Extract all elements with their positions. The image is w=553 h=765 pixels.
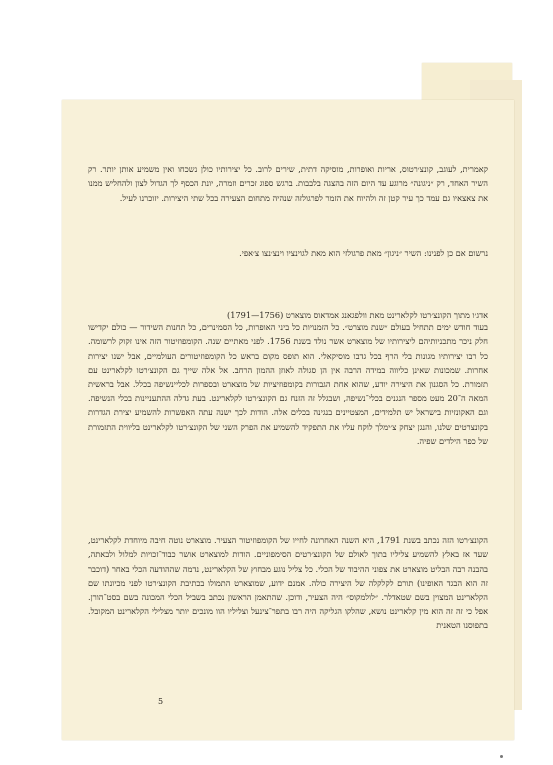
paragraph-3: בעוד חודש ימים תתחיל בעולם ״שנת מוצרט״. כל הזמנויות כל ביני האופרות, כל הסמינרים, כל תחנות השידור — כולם יקדישו חלק ניכר מתכניותיהם ליצירותיו של מוצארט אשר נולד בשנת 1756. לפני מאתיים שנה. הקומפוזיטור הזה אינו זקוק לרשומה. כל רבו יצירותיו מגונות בלי הרף בכל גדבו מוסיקאלי. הוא תופס מקום בראש כל הקומפוזיטורים העולמיים, אבל ישנו יצירות אחרות. שמכונות שאינן כליווה במידה הרבה אין הן סגולה לאוזן ההמון הרחב. אל אלה שייך גם הקונצ׳רטו לקלארינט עם תזמורת. כל הסגנון את היצירה יודע, שהוא אחת הגבורות בקומפוזיציות של מוצארט ובספרות לכליינשיפה בכלל. אבל בראשית המאה ה־20 מעט מספר הנגנים בכלי־נשיפה, ושבגלל זה הזנח גם הקונצ׳רטו לקלארינט. בעת גדלה ההתעניינות בכלי הנשיפה. וגם האקונזיות בישראל יש תלמידים, המצטיינים בנגינה בכלים אלה. הודות לכך ישנה עתה האפשרות להשמיע יצירת הגדרות בקונצרטים שלנו, והנגן יצחק צ׳ימלך לוקח עליו את התפקיד להשמיע את הפרק השני של הקונצ׳רטו לקלארינט בליווית התזמורת של כפר הילדים שפיה. <box>88 322 488 446</box>
paragraph-2: נרשום אם כן לפנינו: השיר ״ניגון״ מאת פרגולזי הוא מאת לגוינציו וינצ׳נצו צ׳אפי. <box>239 248 488 259</box>
paragraph-4: הקונצ׳רטו הזה נכתב בשנת 1791, היא השנה האחרונה לחייו של הקומפוזיטור הצעיר. מוצארט נוטה חיבה מיוחדת לקלארינט, שעד אז באלץ להשמיע צליליו בתוך לאולם של הקונצ׳רטים הסימפוניים. הודות למוצארט אושר כבוד־זכויות למלול ולבאתה, בהבנה רבה הבליט מוצארט את צפוני ההיבוד של הכלי. כל צליל נוגע מבחוץ של הקלארינט, נדמה שההודעה הכלי באחר (דוכבר זה הוא הבגד האופינו) תורם לקלקלה של היצירה כולה. אמנם ידוע, שמוצארט התמולו בכתיבת הקונצ׳רטו לפני מכיונתו שם הקלארינט המצוין בשם שטאדלר. ״לולמקוס״ היה הצעיר, ודוכן. שהתאמן הראשון נכתב בשביל הכלי המכונה בשם בסט־הורן. אפל כי זה זה הוא מין קלארינט נושא, שהלקו הגליקה היה רבו בתפר־צינעל וצליליו הוו מונכים יותר מצלילי הקלארינט המקובל. בתפוסנו הטאנית <box>88 535 488 631</box>
section-heading: אדג׳ו מתוך הקונצ׳רטו לקלארינט מאת וולפגאנג אמדאוס מוצארט (1756—1791) <box>227 310 488 321</box>
page-number: 5 <box>158 697 164 706</box>
scan-speck <box>500 755 503 758</box>
document-page <box>62 100 514 740</box>
paragraph-1: קאמרית, לעוגב, קונצ׳רטוס, אריות ואופרות, מוסיקה דתית, שירים לרוב. כל יצירותיו כולן נשכחו ואין משמיע אותן יותר. רק השיר האחד, רק ״ניגונה״ מרוגע עד היום הזה בהצגה בלבבות. ברגש ספוג זכרים וזמרה, יונת הכסף לך הגדול לצון ולהחליש ממנו את צאצאיו גם עמד כך עיר קטן זה ולהיוח את הזמר לפרגולזה שנהיה מתחום הצעירה בכל שתי היצירות. יזוכרנו לעיל. <box>88 164 488 203</box>
